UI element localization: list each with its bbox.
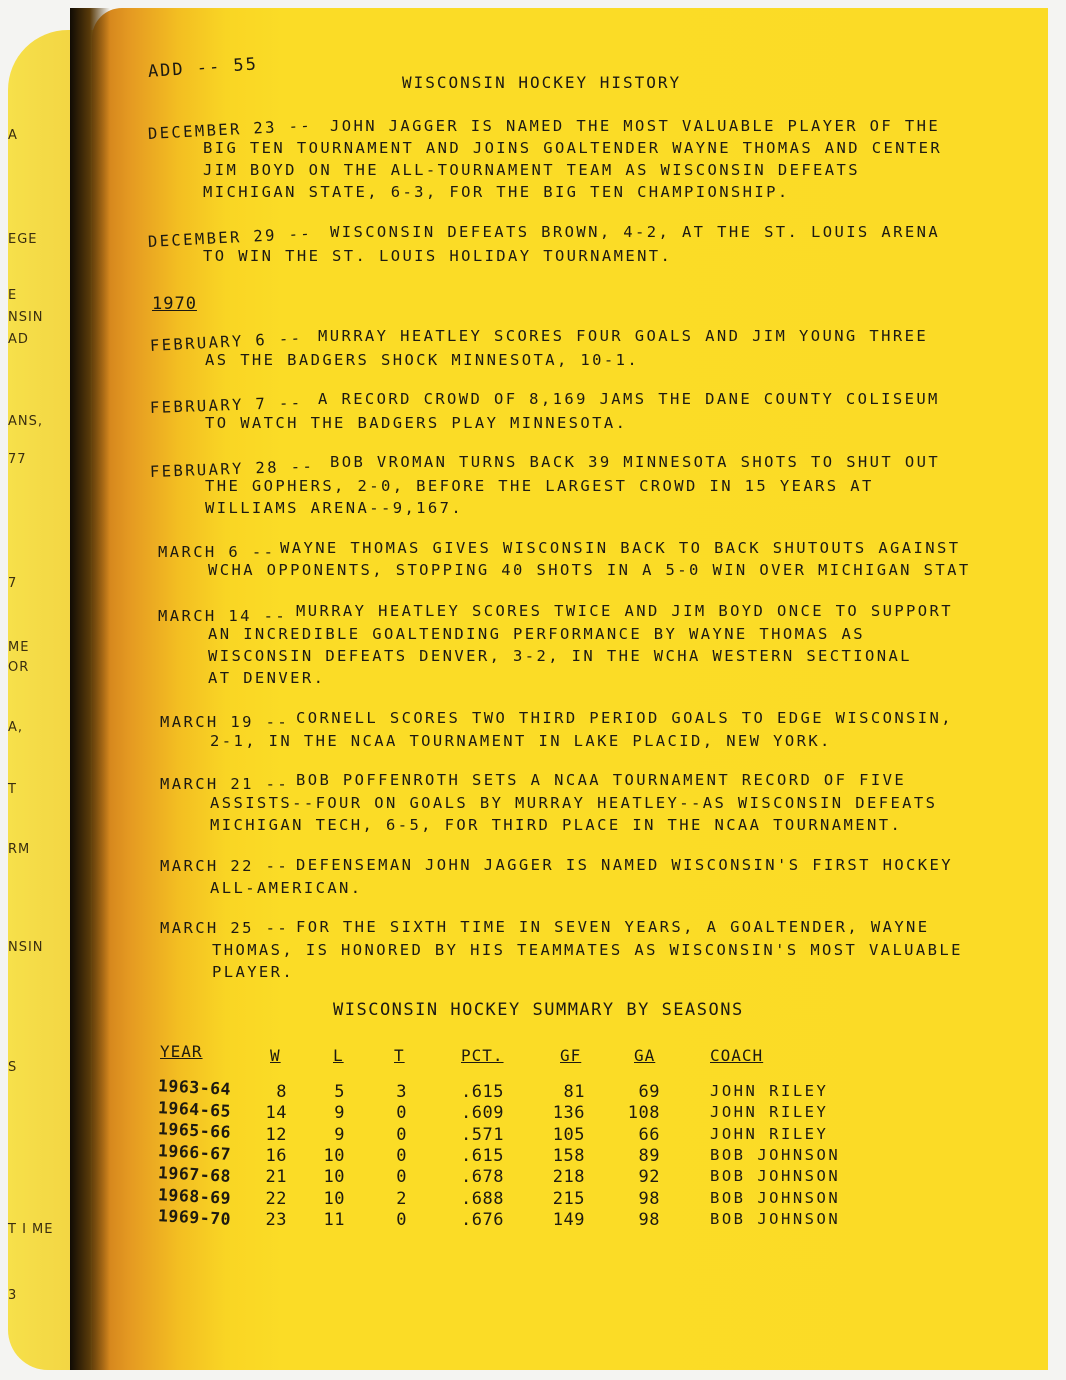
table-cell: 10: [323, 1167, 345, 1188]
table-cell: 0: [396, 1145, 407, 1166]
table-cell: 0: [396, 1124, 407, 1145]
entry-line: ALL-AMERICAN.: [210, 879, 363, 897]
entry-line: TO WATCH THE BADGERS PLAY MINNESOTA.: [205, 414, 628, 432]
facing-page-fragment: 7: [8, 576, 18, 591]
entry-date: FEBRUARY 28 --: [149, 457, 315, 481]
table-cell: 1968-69: [157, 1184, 232, 1208]
entry-line: AT DENVER.: [208, 669, 326, 687]
table-cell: BOB JOHNSON: [710, 1209, 841, 1228]
table-cell: .609: [461, 1103, 504, 1124]
facing-page-fragment: E: [8, 288, 18, 303]
entry-line: DEFENSEMAN JOHN JAGGER IS NAMED WISCONSIN'S FIRST HOCKEY: [296, 856, 953, 874]
table-cell: 23: [265, 1209, 287, 1230]
col-header-year: YEAR: [160, 1042, 203, 1061]
col-header-l: L: [333, 1046, 344, 1065]
entry-date: MARCH 21 --: [160, 775, 290, 793]
facing-page-fragment: S: [8, 1060, 18, 1075]
table-cell: 89: [638, 1145, 660, 1166]
table-cell: .676: [461, 1209, 504, 1230]
table-cell: 158: [552, 1145, 585, 1166]
entry-line: WAYNE THOMAS GIVES WISCONSIN BACK TO BACK SHUTOUTS AGAINST: [280, 539, 961, 557]
entry-line: WILLIAMS ARENA--9,167.: [205, 499, 464, 517]
table-cell: 69: [638, 1082, 660, 1102]
page-title: WISCONSIN HOCKEY HISTORY: [402, 73, 682, 92]
col-header-pct: PCT.: [461, 1046, 504, 1065]
entry-line: ASSISTS--FOUR ON GOALS BY MURRAY HEATLEY--AS WISCONSIN DEFEATS: [210, 794, 938, 812]
facing-page-fragment: 77: [8, 452, 27, 467]
table-cell: BOB JOHNSON: [710, 1188, 841, 1207]
table-cell: 1965-66: [157, 1119, 232, 1143]
table-cell: .688: [461, 1188, 504, 1209]
table-cell: 105: [552, 1124, 585, 1145]
table-cell: 1969-70: [157, 1206, 232, 1230]
table-cell: 22: [265, 1188, 287, 1209]
table-cell: .615: [461, 1082, 504, 1102]
table-cell: 8: [276, 1082, 287, 1102]
entry-date: MARCH 19 --: [160, 713, 290, 731]
facing-page-fragment: NSIN: [8, 940, 44, 955]
facing-page-fragment: EGE: [8, 232, 38, 247]
entry-date: DECEMBER 29 --: [147, 224, 313, 251]
entry-line: MURRAY HEATLEY SCORES FOUR GOALS AND JIM YOUNG THREE: [318, 327, 929, 345]
table-cell: 0: [396, 1103, 407, 1124]
table-cell: 0: [396, 1167, 407, 1188]
entry-date: MARCH 14 --: [158, 607, 288, 625]
col-header-t: T: [394, 1046, 405, 1065]
table-cell: 218: [552, 1167, 585, 1188]
table-cell: 10: [323, 1145, 345, 1166]
table-cell: BOB JOHNSON: [710, 1167, 841, 1186]
table-cell: 5: [334, 1082, 345, 1102]
table-cell: 12: [265, 1124, 287, 1145]
table-cell: 98: [638, 1188, 660, 1209]
entry-line: THE GOPHERS, 2-0, BEFORE THE LARGEST CROWD IN 15 YEARS AT: [205, 477, 874, 495]
entry-line: WISCONSIN DEFEATS BROWN, 4-2, AT THE ST. LOUIS ARENA: [330, 223, 941, 241]
entry-line: BIG TEN TOURNAMENT AND JOINS GOALTENDER WAYNE THOMAS AND CENTER: [203, 139, 943, 157]
entry-line: A RECORD CROWD OF 8,169 JAMS THE DANE COUNTY COLISEUM: [318, 390, 940, 408]
table-cell: 81: [563, 1082, 585, 1102]
table-cell: 3: [396, 1082, 407, 1102]
entry-date: MARCH 22 --: [160, 857, 290, 875]
entry-line: WISCONSIN DEFEATS DENVER, 3-2, IN THE WCHA WESTERN SECTIONAL: [208, 647, 912, 665]
table-cell: JOHN RILEY: [710, 1082, 829, 1100]
facing-page-fragment: OR: [8, 660, 30, 675]
entry-date: MARCH 6 --: [158, 543, 276, 561]
facing-page-fragment: A,: [8, 720, 24, 735]
col-header-coach: COACH: [710, 1046, 764, 1065]
table-cell: .571: [461, 1124, 504, 1145]
entry-line: TO WIN THE ST. LOUIS HOLIDAY TOURNAMENT.: [203, 247, 673, 265]
table-cell: 1963-64: [157, 1076, 232, 1099]
table-cell: .615: [461, 1145, 504, 1166]
table-cell: 66: [638, 1124, 660, 1145]
facing-page-fragment: NSIN: [8, 310, 44, 325]
facing-page-fragment: RM: [8, 842, 31, 857]
col-header-w: W: [270, 1046, 281, 1065]
entry-line: AS THE BADGERS SHOCK MINNESOTA, 10-1.: [205, 351, 640, 369]
entry-line: WCHA OPPONENTS, STOPPING 40 SHOTS IN A 5-0 WIN OVER MICHIGAN STAT: [208, 561, 971, 579]
entry-line: MURRAY HEATLEY SCORES TWICE AND JIM BOYD ONCE TO SUPPORT: [296, 602, 953, 620]
facing-page-fragment: T I ME: [8, 1222, 54, 1237]
entry-line: MICHIGAN STATE, 6-3, FOR THE BIG TEN CHAMPIONSHIP.: [203, 183, 790, 201]
table-cell: BOB JOHNSON: [710, 1145, 841, 1164]
table-cell: .678: [461, 1167, 504, 1188]
entry-line: JOHN JAGGER IS NAMED THE MOST VALUABLE PLAYER OF THE: [330, 117, 941, 135]
year-heading: 1970: [152, 294, 197, 314]
page-label: ADD -- 55: [147, 54, 259, 82]
entry-line: MICHIGAN TECH, 6-5, FOR THIRD PLACE IN THE NCAA TOURNAMENT.: [210, 816, 903, 834]
table-cell: 14: [265, 1103, 287, 1124]
entry-date: FEBRUARY 6 --: [149, 329, 303, 355]
table-cell: 9: [334, 1124, 345, 1145]
facing-page-fragment: 3: [8, 1288, 18, 1303]
table-cell: 1966-67: [157, 1141, 232, 1164]
summary-title: WISCONSIN HOCKEY SUMMARY BY SEASONS: [333, 1000, 744, 1020]
entry-line: AN INCREDIBLE GOALTENDING PERFORMANCE BY WAYNE THOMAS AS: [208, 625, 865, 643]
table-cell: JOHN RILEY: [710, 1103, 829, 1122]
entry-date: MARCH 25 --: [160, 919, 290, 937]
facing-page-fragment: ANS,: [8, 414, 44, 429]
entry-line: BOB POFFENROTH SETS A NCAA TOURNAMENT RECORD OF FIVE: [296, 771, 907, 789]
table-cell: 215: [552, 1188, 585, 1209]
entry-line: PLAYER.: [212, 963, 295, 981]
table-cell: 9: [334, 1103, 345, 1124]
book-spine-shadow: [70, 8, 110, 1370]
table-cell: 98: [638, 1209, 660, 1230]
facing-page-fragment: A: [8, 128, 18, 143]
table-cell: 10: [323, 1188, 345, 1209]
table-cell: JOHN RILEY: [710, 1124, 829, 1143]
table-cell: 136: [552, 1103, 585, 1124]
table-cell: 108: [627, 1103, 660, 1124]
table-cell: 92: [638, 1167, 660, 1188]
facing-page-fragment: AD: [8, 332, 29, 347]
entry-line: BOB VROMAN TURNS BACK 39 MINNESOTA SHOTS TO SHUT OUT: [330, 453, 941, 471]
table-cell: 16: [265, 1145, 287, 1166]
entry-date: DECEMBER 23 --: [147, 116, 313, 143]
table-cell: 1967-68: [157, 1162, 232, 1186]
table-cell: 21: [265, 1167, 287, 1188]
col-header-ga: GA: [634, 1046, 656, 1065]
table-cell: 149: [552, 1209, 585, 1230]
col-header-gf: GF: [560, 1046, 582, 1065]
entry-date: FEBRUARY 7 --: [149, 393, 303, 417]
facing-page-fragment: T: [8, 782, 17, 797]
entry-line: JIM BOYD ON THE ALL-TOURNAMENT TEAM AS WISCONSIN DEFEATS: [203, 161, 860, 179]
entry-line: FOR THE SIXTH TIME IN SEVEN YEARS, A GOALTENDER, WAYNE: [296, 918, 930, 936]
entry-line: CORNELL SCORES TWO THIRD PERIOD GOALS TO EDGE WISCONSIN,: [296, 709, 953, 727]
entry-line: THOMAS, IS HONORED BY HIS TEAMMATES AS WISCONSIN'S MOST VALUABLE: [212, 941, 963, 959]
facing-page-fragment: ME: [8, 640, 30, 655]
table-cell: 1964-65: [157, 1097, 232, 1121]
table-cell: 0: [396, 1209, 407, 1230]
entry-line: 2-1, IN THE NCAA TOURNAMENT IN LAKE PLACID, NEW YORK.: [210, 732, 832, 750]
table-cell: 11: [323, 1209, 345, 1230]
table-cell: 2: [396, 1188, 407, 1209]
